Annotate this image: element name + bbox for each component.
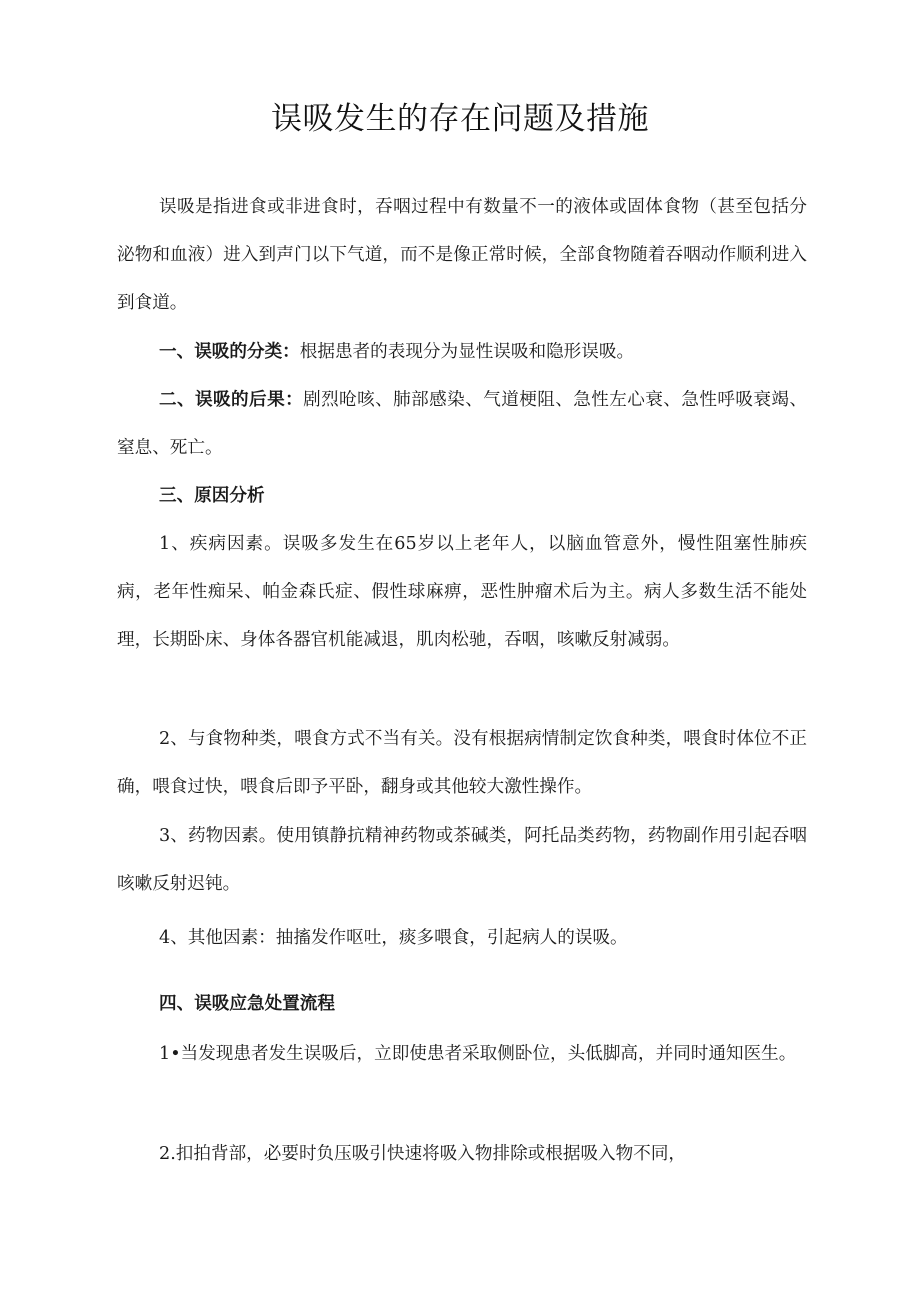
cause-item: 1、疾病因素。误吸多发生在65岁以上老年人，以脑血管意外，慢性阻塞性肺疾病，老年性痴呆、帕金森氏症、假性球麻痹，恶性肿瘤术后为主。病人多数生活不能处理，长期卧床、身体各器官机能减退，肌肉松驰，吞咽，咳嗽反射减弱。 xyxy=(117,534,807,650)
consequences-heading: 二、误吸的后果： xyxy=(159,390,304,410)
classification-paragraph xyxy=(117,328,807,376)
document-title: 误吸发生的存在问题及措施 xyxy=(271,101,649,137)
causes-heading: 三、原因分析 xyxy=(159,486,265,506)
emergency-heading: 四、误吸应急处置流程 xyxy=(159,994,335,1014)
emergency-item: 1•当发现患者发生误吸后，立即使患者采取侧卧位，头低脚高，并同时通知医生。 xyxy=(159,1044,797,1064)
consequences-text: 剧烈呛咳、肺部感染、气道梗阻、急性左心衰、急性呼吸衰竭、窒息、死亡。 xyxy=(117,390,807,458)
classification-heading: 一、误吸的分类： xyxy=(159,342,300,362)
emergency-item: 2.扣拍背部，必要时负压吸引快速将吸入物排除或根据吸入物不同， xyxy=(159,1144,687,1164)
cause-item: 4、其他因素：抽搐发作呕吐，痰多喂食，引起病人的误吸。 xyxy=(159,928,628,948)
intro-paragraph: 误吸是指进食或非进食时，吞咽过程中有数量不一的液体或固体食物（甚至包括分泌物和血液）进入到声门以下气道，而不是像正常时候，全部食物随着吞咽动作顺利进入到食道。 xyxy=(117,197,807,313)
cause-item: 3、药物因素。使用镇静抗精神药物或茶碱类，阿托品类药物，药物副作用引起吞咽咳嗽反射迟钝。 xyxy=(117,826,807,894)
cause-item: 2、与食物种类，喂食方式不当有关。没有根据病情制定饮食种类，喂食时体位不正确，喂食过快，喂食后即予平卧，翻身或其他较大激性操作。 xyxy=(117,729,807,797)
classification-text: 根据患者的表现分为显性误吸和隐形误吸。 xyxy=(299,342,635,362)
consequences-paragraph xyxy=(117,376,807,472)
